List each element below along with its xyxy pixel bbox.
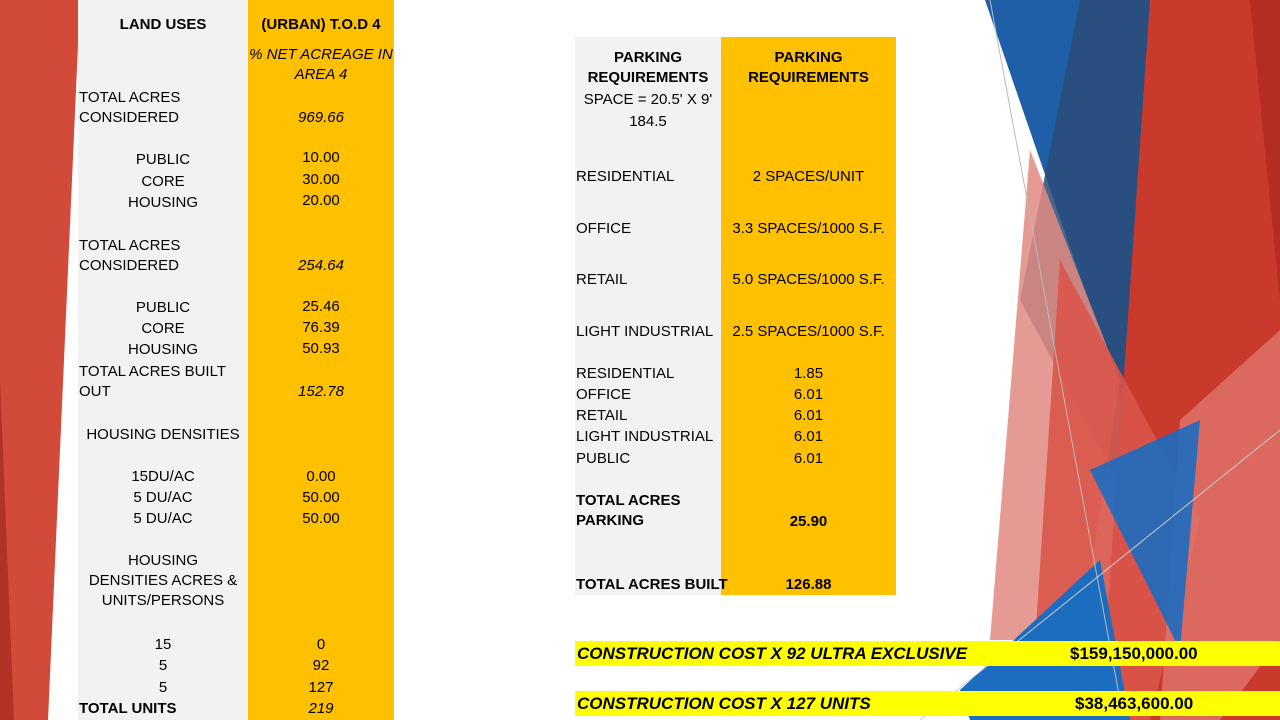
acres-public-label: PUBLIC [576,450,631,467]
density-15-value: 0.00 [306,468,336,485]
acres-retail-value: 6.01 [793,407,824,424]
total-acres-built-out-label: TOTAL ACRES BUILT OUT [79,363,226,400]
total-acres-considered-value-2: 254.64 [298,257,344,274]
acres-light-industrial-value: 6.01 [793,428,824,445]
units-5a-value: 92 [312,657,330,674]
density-5a-label: 5 DU/AC [133,489,193,506]
total-acres-built-label: TOTAL ACRES BUILT [576,576,728,593]
density-15-label: 15DU/AC [131,468,195,485]
acre-core-label: CORE [141,320,185,337]
units-15-value: 0 [316,636,326,653]
total-acres-built-out-value: 152.78 [298,383,344,400]
req-office-value: 3.3 SPACES/1000 S.F. [732,220,885,237]
req-light-industrial-label: LIGHT INDUSTRIAL [576,323,714,340]
net-acreage-subheader: % NET ACREAGE IN AREA 4 [249,46,393,83]
req-retail-label: RETAIL [576,271,628,288]
pct-core-value: 30.00 [302,171,340,188]
acre-housing-value: 50.93 [302,340,340,357]
req-light-industrial-value: 2.5 SPACES/1000 S.F. [732,323,885,340]
acre-public-label: PUBLIC [135,299,191,316]
construction-cost-ultra-exclusive-label: CONSTRUCTION COST X 92 ULTRA EXCLUSIVE [577,644,968,663]
parking-header-left: PARKING REQUIREMENTS [587,49,709,86]
pct-public-value: 10.00 [302,149,340,166]
pct-core-label: CORE [141,173,185,190]
tod-header: (URBAN) T.O.D 4 [261,16,381,33]
total-acres-considered-value-1: 969.66 [298,109,344,126]
acres-light-industrial-label: LIGHT INDUSTRIAL [576,428,714,445]
space-area: 184.5 [629,113,667,130]
units-15-label: 15 [154,636,172,653]
req-retail-value: 5.0 SPACES/1000 S.F. [732,271,885,288]
total-acres-parking-value: 25.90 [789,513,828,530]
acres-public-value: 6.01 [793,450,824,467]
construction-cost-ultra-exclusive-value: $159,150,000.00 [1070,644,1198,663]
construction-cost-units-label: CONSTRUCTION COST X 127 UNITS [577,694,871,713]
pct-public-label: PUBLIC [135,151,191,168]
acres-residential-value: 1.85 [793,365,824,382]
acre-housing-label: HOUSING [127,341,198,358]
req-residential-value: 2 SPACES/UNIT [752,168,865,185]
density-5a-value: 50.00 [302,489,340,506]
construction-cost-units-value: $38,463,600.00 [1075,694,1194,713]
units-5a-label: 5 [158,657,168,674]
total-acres-considered-label-2: TOTAL ACRES CONSIDERED [79,237,181,274]
acre-core-value: 76.39 [302,319,340,336]
acres-retail-label: RETAIL [576,407,628,424]
pct-housing-label: HOUSING [127,194,198,211]
acres-office-label: OFFICE [576,386,631,403]
units-5b-value: 127 [308,679,334,696]
density-5b-label: 5 DU/AC [133,510,193,527]
acres-residential-label: RESIDENTIAL [576,365,675,382]
units-5b-label: 5 [158,679,168,696]
construction-cost-units-row [575,691,1280,716]
req-office-label: OFFICE [576,220,631,237]
total-units-value: 219 [308,700,334,717]
req-residential-label: RESIDENTIAL [576,168,675,185]
housing-densities-label: HOUSING DENSITIES [86,426,240,443]
density-5b-value: 50.00 [302,510,340,527]
parking-header-right: PARKING REQUIREMENTS [748,49,869,86]
land-uses-header: LAND USES [119,16,207,33]
space-dimension: SPACE = 20.5' X 9' [583,91,713,108]
pct-housing-value: 20.00 [302,192,340,209]
total-units-label: TOTAL UNITS [79,700,177,717]
acre-public-value: 25.46 [302,298,340,315]
acres-office-value: 6.01 [793,386,824,403]
total-acres-considered-label-1: TOTAL ACRES CONSIDERED [79,89,181,126]
construction-cost-ultra-exclusive-row [575,641,1280,666]
total-acres-built-value: 126.88 [785,576,832,593]
housing-units-label: HOUSING DENSITIES ACRES & UNITS/PERSONS [88,552,238,609]
total-acres-parking-label: TOTAL ACRES PARKING [576,492,681,529]
